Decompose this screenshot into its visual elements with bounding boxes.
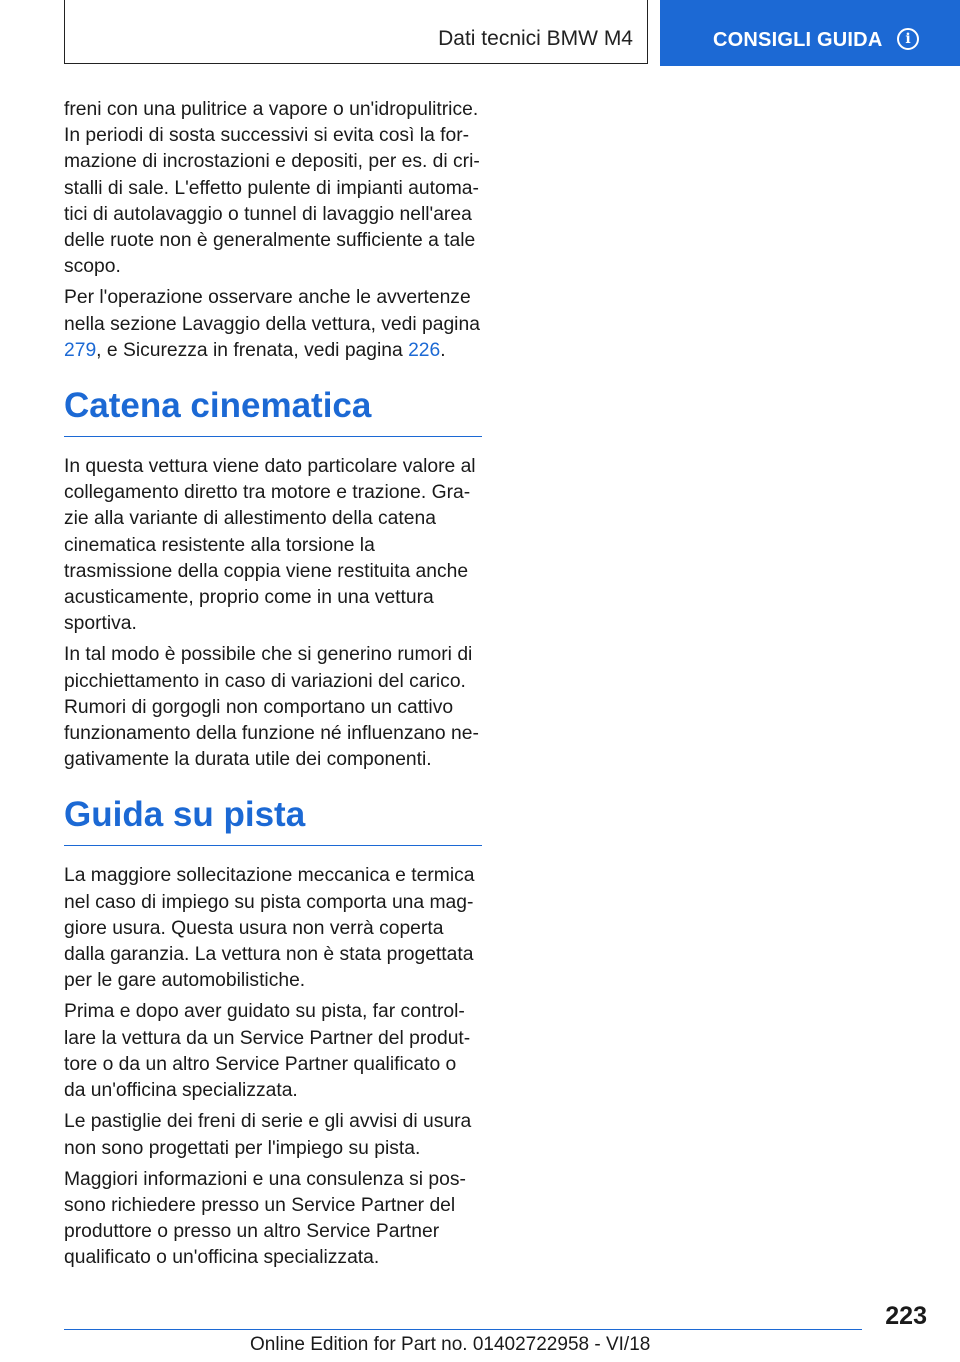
- intro-paragraph-1: freni con una pulitrice a vapore o un'idropulitrice. In periodi di sosta successivi si evita così la formazione di incrostazioni e depositi, per es. di cristalli di sale. L'effetto pulente di impianti automatici di autolavaggio o tunnel di lavaggio nell'area delle ruote non è generalmente sufficiente a tale scopo.: [64, 99, 480, 278]
- footer-divider: [64, 1329, 862, 1330]
- page-link-279[interactable]: 279: [64, 339, 97, 361]
- catena-paragraph-1: In questa vettura viene dato particolare valore al collegamento diretto tra motore e trazione. Grazie alla variante di allestimento della catena cinematica resistente alla torsione la trasmissione della coppia viene restituita anche acusticamente, proprio come in una vettura sportiva.: [64, 456, 476, 635]
- section-tab-label: CONSIGLI GUIDA: [713, 29, 883, 51]
- intro-text-c: .: [440, 339, 446, 361]
- chapter-title-box: [64, 0, 648, 64]
- pista-paragraph-2: Prima e dopo aver guidato su pista, far controllare la vettura da un Service Partner del produttore o da un altro Service Partner qualificato o da un'officina specializzata.: [64, 1001, 471, 1102]
- intro-text-b: , e Sicurezza in frenata, vedi pagina: [96, 339, 409, 361]
- pista-paragraph-4: Maggiori informazioni e una consulenza si possono richiedere presso un Service Partner del produttore o presso un altro Service Partner qualificato o un'officina specializzata.: [64, 1168, 466, 1269]
- catena-paragraph-2: In tal modo è possibile che si generino rumori di picchiettamento in caso di variazioni del carico. Rumori di gorgogli non comportano un cattivo funzionamento della funzione né influenzano negativamente la durata utile dei componenti.: [64, 644, 479, 771]
- pista-paragraph-3: Le pastiglie dei freni di serie e gli avvisi di usura non sono progettati per l'impiego su pista.: [64, 1111, 472, 1159]
- pista-paragraph-1: La maggiore sollecitazione meccanica e termica nel caso di impiego su pista comporta una maggiore usura. Questa usura non verrà coperta dalla garanzia. La vettura non è stata progettata per le gare automobilistiche.: [64, 865, 475, 992]
- page-header: [0, 0, 960, 66]
- intro-paragraph-2: [64, 285, 482, 364]
- intro-text-a: Per l'operazione osservare anche le avvertenze nella sezione Lavaggio della vettura, vedi pagina: [64, 287, 480, 335]
- heading-guida-su-pista: Guida su pista: [64, 795, 482, 846]
- section-tab[interactable]: [660, 0, 960, 66]
- footer-edition: Online Edition for Part no. 01402722958 - VI/18: [250, 1334, 651, 1355]
- info-icon[interactable]: i: [897, 28, 919, 50]
- page-link-226[interactable]: 226: [408, 339, 441, 361]
- page-content: [64, 97, 482, 1277]
- page-number: 223: [885, 1302, 927, 1330]
- heading-catena-cinematica: Catena cinematica: [64, 386, 482, 437]
- chapter-title: Dati tecnici BMW M4: [438, 27, 633, 50]
